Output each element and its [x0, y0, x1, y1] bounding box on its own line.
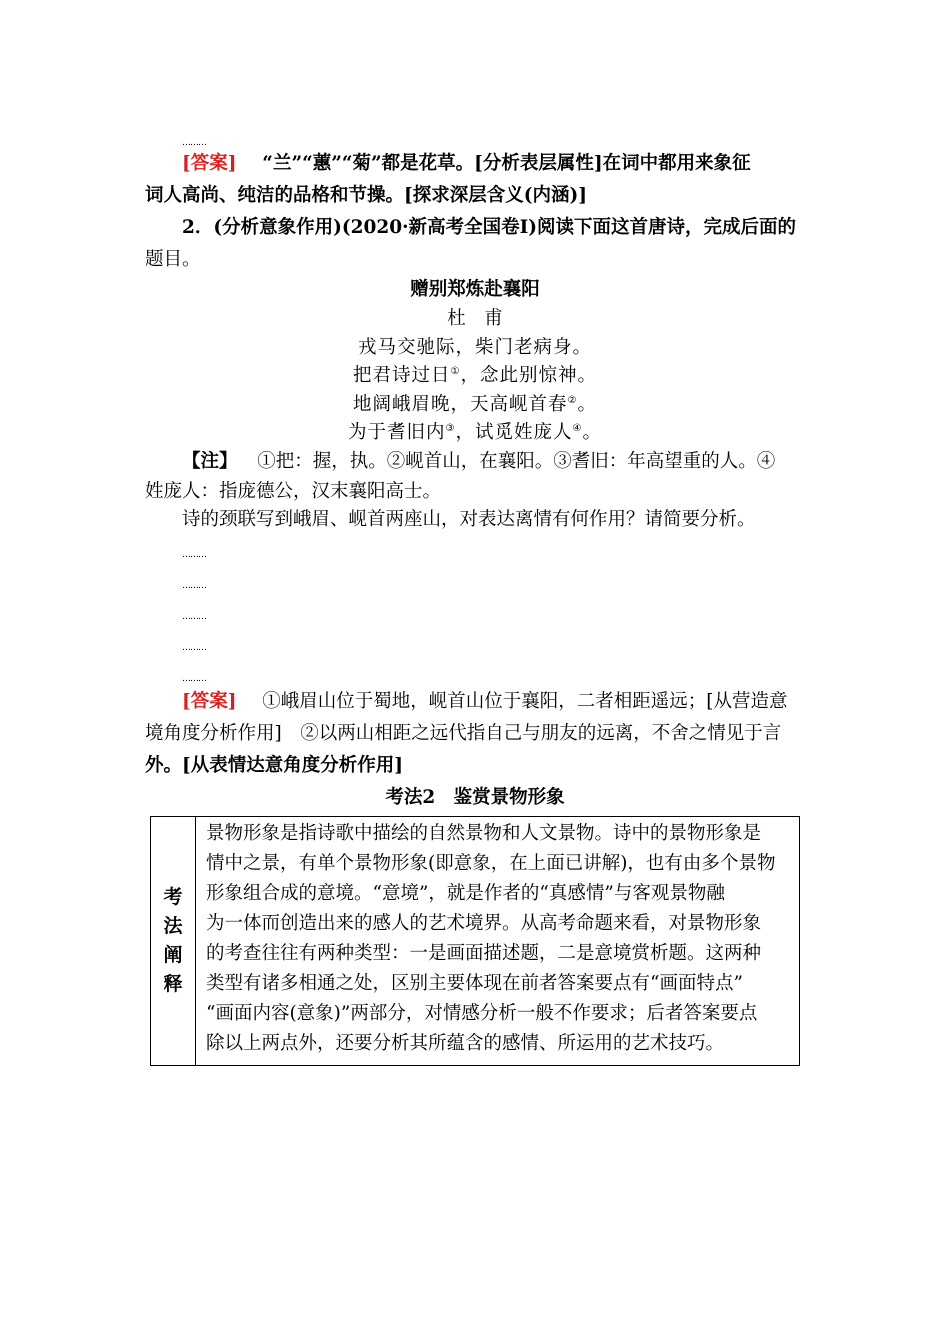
answer-blank-line: ………: [182, 674, 206, 684]
answer-blank-line: ………: [182, 612, 206, 622]
question-2-line-2: 题目。: [145, 249, 201, 270]
question-2-line-1: 2．(分析意象作用)(2020·新高考全国卷Ⅰ)阅读下面这首唐诗，完成后面的: [182, 217, 796, 238]
poem-author: 杜 甫: [447, 308, 503, 329]
method-table: [150, 816, 800, 1066]
poem-title: 赠别郑炼赴襄阳: [410, 279, 540, 300]
question-text: 诗的颈联写到峨眉、岘首两座山，对表达离情有何作用？请简要分析。: [182, 509, 756, 530]
answer-blank-line: ………: [182, 581, 206, 591]
note-tag: 【注】: [182, 451, 238, 472]
note-line-1: 【注】 ①把：握，执。②岘首山，在襄阳。③耆旧：年高望重的人。④: [182, 451, 776, 472]
poem-line-1: 戎马交驰际，柴门老病身。: [357, 337, 592, 358]
answer-tag: [答案]: [182, 153, 237, 174]
answer-1-line-2: 词人高尚、纯洁的品格和节操。[探求深层含义(内涵)]: [145, 185, 588, 206]
answer-2-line-2: 境角度分析作用] ②以两山相距之远代指自己与朋友的远离，不舍之情见于言: [145, 723, 782, 744]
poem-line-3: 地阔峨眉晚，天高岘首春②。: [353, 394, 597, 415]
answer-blank-line: ………: [182, 550, 206, 560]
answer-2-line-1: [答案] ①峨眉山位于蜀地，岘首山位于襄阳，二者相距遥远；[从营造意: [182, 691, 788, 712]
note-line-2: 姓庞人：指庞德公，汉末襄阳高士。: [145, 481, 442, 502]
answer-1-line-1: [答案] “兰”“蕙”“菊”都是花草。[分析表层属性]在词中都用来象征: [182, 153, 751, 174]
answer-blank-line: ………: [182, 643, 206, 653]
method-body-cell: [196, 817, 800, 1066]
answer-2-line-3: 外。[从表情达意角度分析作用]: [145, 755, 404, 776]
poem-line-4: 为于耆旧内③，试觅姓庞人④。: [348, 422, 602, 443]
section-title: 考法2 鉴赏景物形象: [385, 787, 565, 808]
method-body-text: 景物形象是指诗歌中描绘的自然景物和人文景物。诗中的景物形象是 情中之景，有单个景物形象(即意象，在上面已讲解)，也有由多个景物 形象组合成的意境。“意境”，就是作者的“真感情”与客观景物融 为一体而创造出来的感人的艺术境界。从高考命题来看，对景物形象 的考查往往有两种类型：一是画面描述题，二是意境赏析题。这两种 类型有诸多相通之处，区别主要体现在前者答案要点有“画面特点” “画面内容(意象)”两部分，对情感分析一般不作要求；后者答案要点 除以上两点外，还要分析其所蕴含的感情、所运用的艺术技巧。: [206, 823, 776, 1054]
poem-line-2: 把君诗过日①，念此别惊神。: [353, 365, 597, 386]
answer-blank-line: ………: [182, 138, 206, 148]
method-label: 考 法 阐 释: [163, 886, 183, 995]
answer-tag: [答案]: [182, 691, 237, 712]
method-label-cell: [151, 817, 196, 1066]
